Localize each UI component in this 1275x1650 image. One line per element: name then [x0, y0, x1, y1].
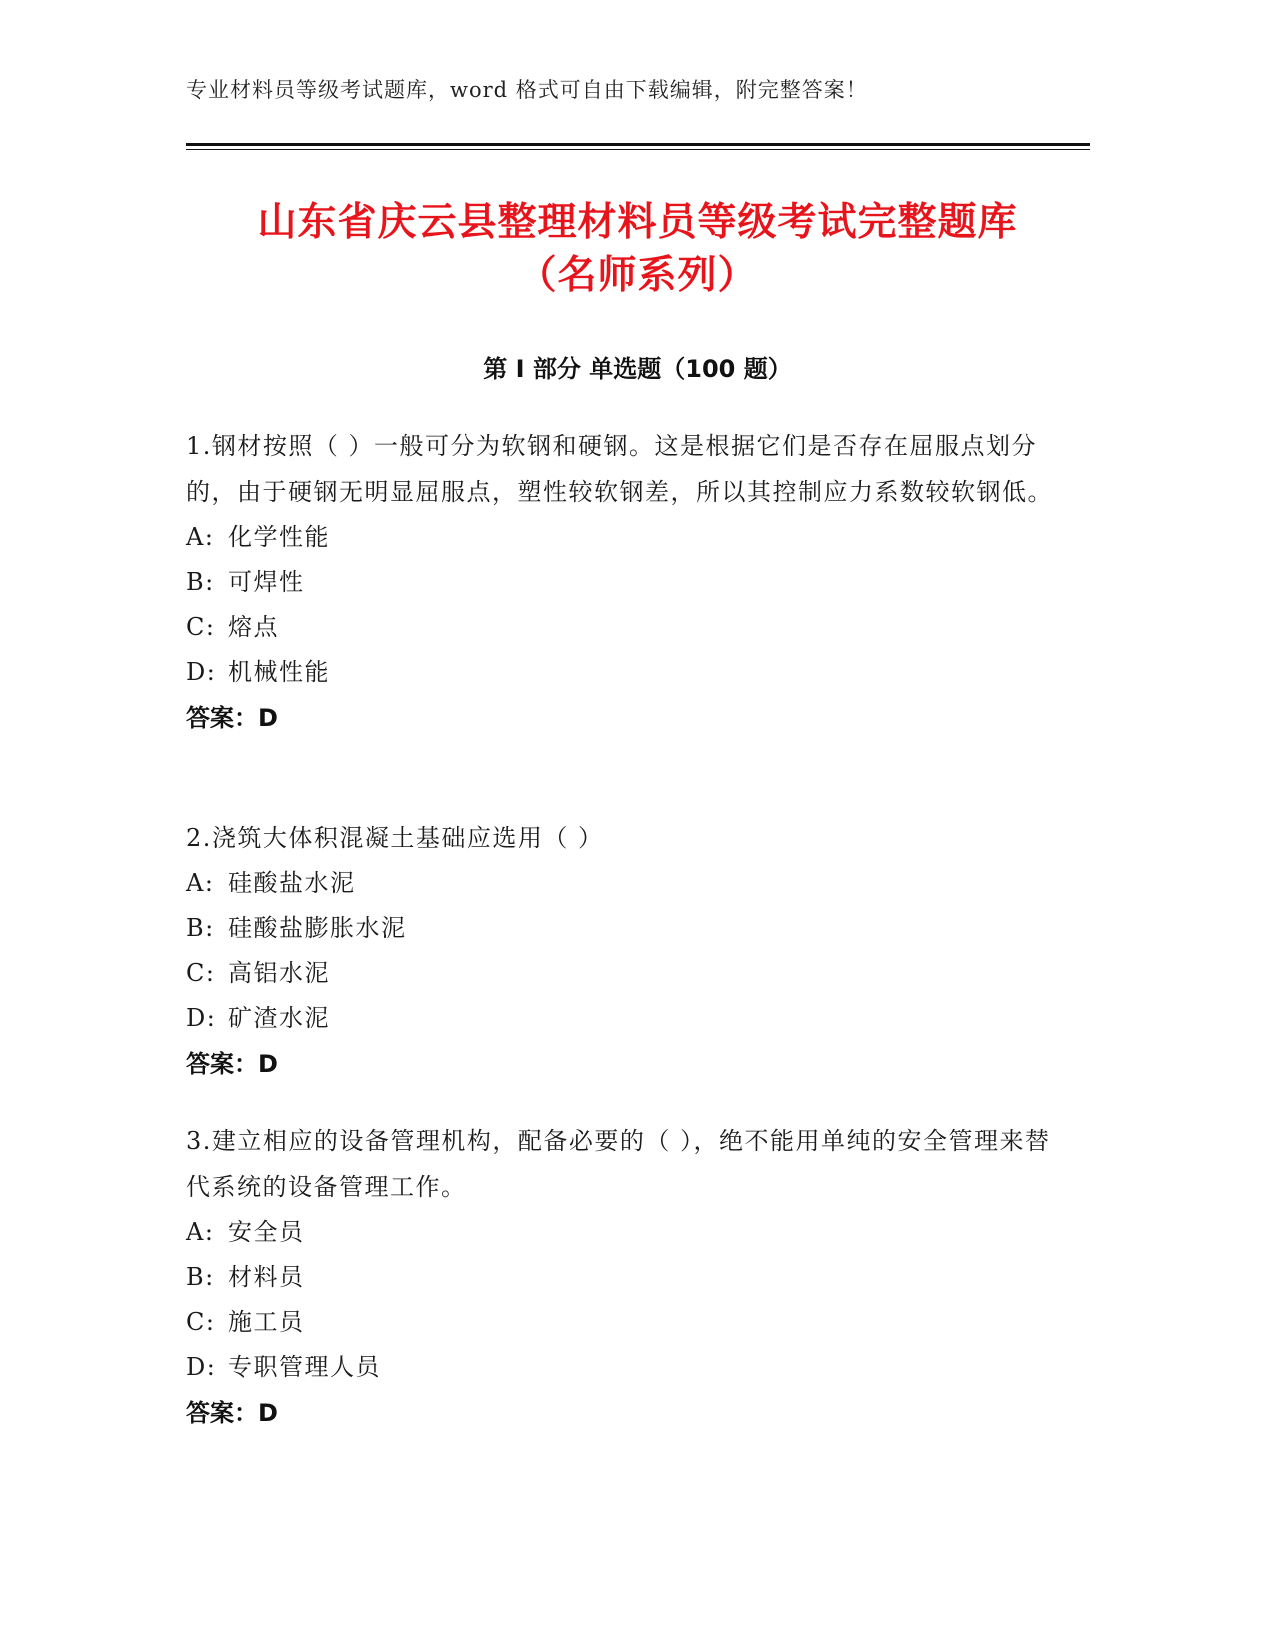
option-c [186, 951, 1066, 996]
option-key: B: [186, 568, 215, 596]
question-stem: 3.建立相应的设备管理机构，配备必要的（ ），绝不能用单纯的安全管理来替代系统的设备管理工作。 [186, 1127, 1051, 1201]
header-note: 专业材料员等级考试题库，word 格式可自由下载编辑，附完整答案！ [186, 78, 868, 102]
question-stem: 2.浇筑大体积混凝土基础应选用（ ） [186, 824, 604, 852]
option-text: 机械性能 [228, 658, 330, 686]
option-c [186, 1300, 1066, 1345]
option-key: C: [186, 1308, 216, 1336]
option-c [186, 605, 1066, 650]
answer-line: 答案：D [186, 1050, 278, 1078]
option-d [186, 650, 1066, 695]
option-key: D: [186, 1004, 217, 1032]
option-a [186, 1210, 1066, 1255]
option-text: 硅酸盐水泥 [228, 869, 356, 897]
option-key: D: [186, 1353, 217, 1381]
option-a [186, 861, 1066, 906]
section-title: 第 I 部分 单选题（100 题） [483, 355, 792, 383]
option-b [186, 560, 1066, 605]
option-text: 高铝水泥 [228, 959, 330, 987]
option-key: B: [186, 1263, 215, 1291]
option-text: 安全员 [228, 1218, 305, 1246]
option-key: C: [186, 959, 216, 987]
option-text: 施工员 [228, 1308, 305, 1336]
option-a [186, 515, 1066, 560]
answer-line: 答案：D [186, 704, 278, 732]
option-text: 熔点 [228, 613, 279, 641]
document-title [120, 196, 1155, 302]
question-1 [186, 423, 1066, 741]
option-text: 专职管理人员 [228, 1353, 381, 1381]
option-b [186, 1255, 1066, 1300]
question-3 [186, 1118, 1066, 1436]
header-rule-thin [186, 149, 1090, 150]
option-text: 化学性能 [228, 523, 330, 551]
option-d [186, 996, 1066, 1041]
option-text: 可焊性 [228, 568, 305, 596]
option-key: A: [186, 869, 215, 897]
option-key: A: [186, 523, 215, 551]
option-text: 材料员 [228, 1263, 305, 1291]
option-key: B: [186, 914, 215, 942]
question-2 [186, 815, 1066, 1087]
option-d [186, 1345, 1066, 1390]
answer-line: 答案：D [186, 1399, 278, 1427]
option-key: C: [186, 613, 216, 641]
document-title-line1: 山东省庆云县整理材料员等级考试完整题库 [257, 200, 1018, 245]
header-rule-thick [186, 143, 1090, 146]
option-text: 硅酸盐膨胀水泥 [228, 914, 407, 942]
option-text: 矿渣水泥 [228, 1004, 330, 1032]
document-title-line2: （名师系列） [517, 253, 758, 298]
option-b [186, 906, 1066, 951]
option-key: A: [186, 1218, 215, 1246]
question-stem: 1.钢材按照（ ）一般可分为软钢和硬钢。这是根据它们是否存在屈服点划分的，由于硬钢无明显屈服点，塑性较软钢差，所以其控制应力系数较软钢低。 [186, 432, 1053, 506]
option-key: D: [186, 658, 217, 686]
